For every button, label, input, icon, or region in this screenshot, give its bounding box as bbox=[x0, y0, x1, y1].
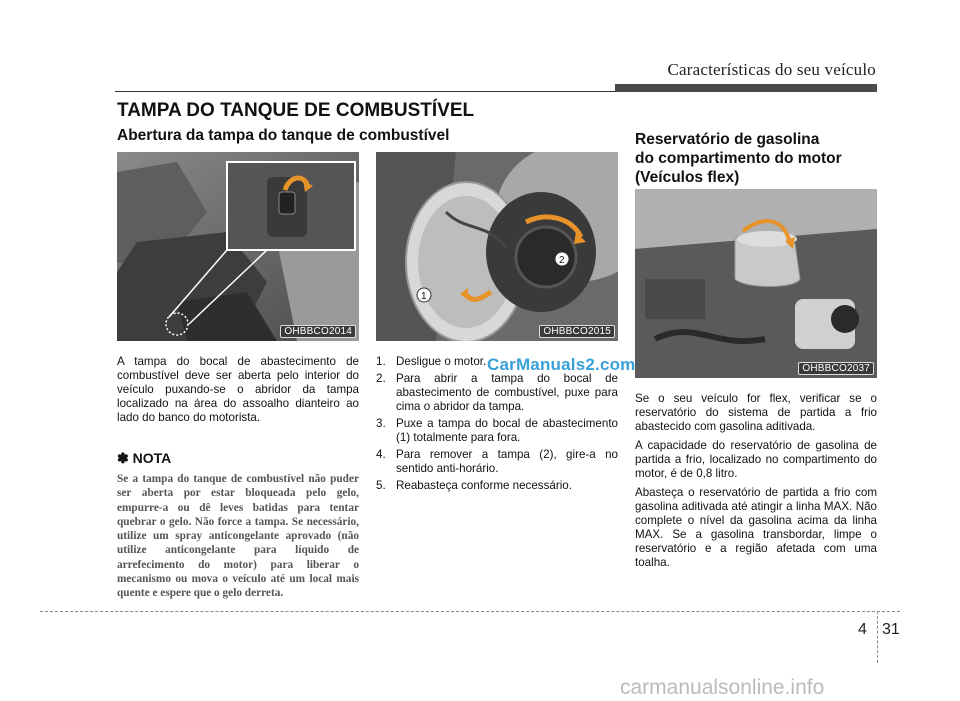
step-number: 5. bbox=[376, 479, 386, 492]
right-subtitle-line: Reservatório de gasolina bbox=[635, 131, 820, 148]
left-paragraph bbox=[117, 355, 359, 430]
step-item bbox=[376, 448, 618, 476]
right-text bbox=[635, 392, 877, 575]
photo-code: OHBBCO2037 bbox=[798, 362, 874, 375]
right-subtitle-line: do compartimento do motor bbox=[635, 150, 842, 167]
callout-2-text: 2 bbox=[559, 255, 565, 266]
chapter-number: 4 bbox=[858, 621, 867, 638]
footer-site-link[interactable]: carmanualsonline.info bbox=[620, 676, 825, 699]
step-text: Para remover a tampa (2), gire-a no sentido anti-horário. bbox=[396, 448, 618, 475]
right-paragraph: A capacidade do reservatório de gasolina de partida a frio, localizado no compartimento do motor, é de 0,8 litro. bbox=[635, 439, 877, 480]
footer-divider bbox=[40, 611, 900, 612]
step-text: Desligue o motor. bbox=[396, 355, 487, 368]
step-text: Para abrir a tampa do bocal de abastecimento de combustível, puxe para cima o abridor da tampa. bbox=[396, 372, 618, 413]
callout-1-text: 1 bbox=[421, 291, 427, 302]
page-number: 31 bbox=[882, 621, 900, 638]
step-number: 2. bbox=[376, 372, 386, 385]
right-subtitle bbox=[635, 130, 842, 187]
step-number: 4. bbox=[376, 448, 386, 461]
photo-code: OHBBCO2014 bbox=[280, 325, 356, 338]
footer-page-divider bbox=[877, 611, 878, 663]
steps-list bbox=[376, 355, 618, 496]
step-number: 1. bbox=[376, 355, 386, 368]
reservoir-photo bbox=[635, 189, 877, 378]
step-text: Reabasteça conforme necessário. bbox=[396, 479, 572, 492]
nota-title: ✽ NOTA bbox=[117, 450, 172, 466]
fuel-cap-photo bbox=[376, 152, 618, 341]
nota-body: Se a tampa do tanque de combustível não puder ser aberta por estar bloqueada pelo gelo, empurre-a ou dê leves batidas para tentar quebrar o gelo. Não force a tampa. Se necessário, utilize um spray anticongelante aprovado (não utilize anticongelante para líquido de arrefecimento do motor) para liberar o mecanismo ou mova o veículo até um local mais quente e espere que o gelo derreta. bbox=[117, 473, 359, 600]
header-bar bbox=[615, 84, 877, 92]
step-item bbox=[376, 417, 618, 445]
watermark-link[interactable]: CarManuals2.com bbox=[487, 355, 636, 374]
header-rule bbox=[115, 91, 615, 92]
right-paragraph: Se o seu veículo for flex, verificar se o reservatório do sistema de partida a frio abastecido com gasolina aditivada. bbox=[635, 392, 877, 433]
left-subtitle: Abertura da tampa do tanque de combustível bbox=[117, 127, 450, 144]
fuel-opener-photo bbox=[117, 152, 359, 341]
chapter-header: Características do seu veículo bbox=[667, 60, 876, 79]
step-text: Puxe a tampa do bocal de abastecimento (1) totalmente para fora. bbox=[396, 417, 618, 444]
section-title: TAMPA DO TANQUE DE COMBUSTÍVEL bbox=[117, 100, 475, 121]
step-item bbox=[376, 479, 618, 493]
step-item bbox=[376, 372, 618, 414]
intro-paragraph: A tampa do bocal de abastecimento de combustível deve ser aberta pelo interior do veículo puxando-se o abridor da tampa localizado na área do assoalho dianteiro ao lado do banco do motorista. bbox=[117, 355, 359, 424]
step-number: 3. bbox=[376, 417, 386, 430]
photo-code: OHBBCO2015 bbox=[539, 325, 615, 338]
right-subtitle-line: (Veículos flex) bbox=[635, 169, 740, 186]
right-paragraph: Abasteça o reservatório de partida a frio com gasolina aditivada até atingir a linha MAX. Não complete o nível da gasolina acima da linha MAX. Se a gasolina transbordar, limpe o reservatório e a região afetada com uma toalha. bbox=[635, 486, 877, 569]
